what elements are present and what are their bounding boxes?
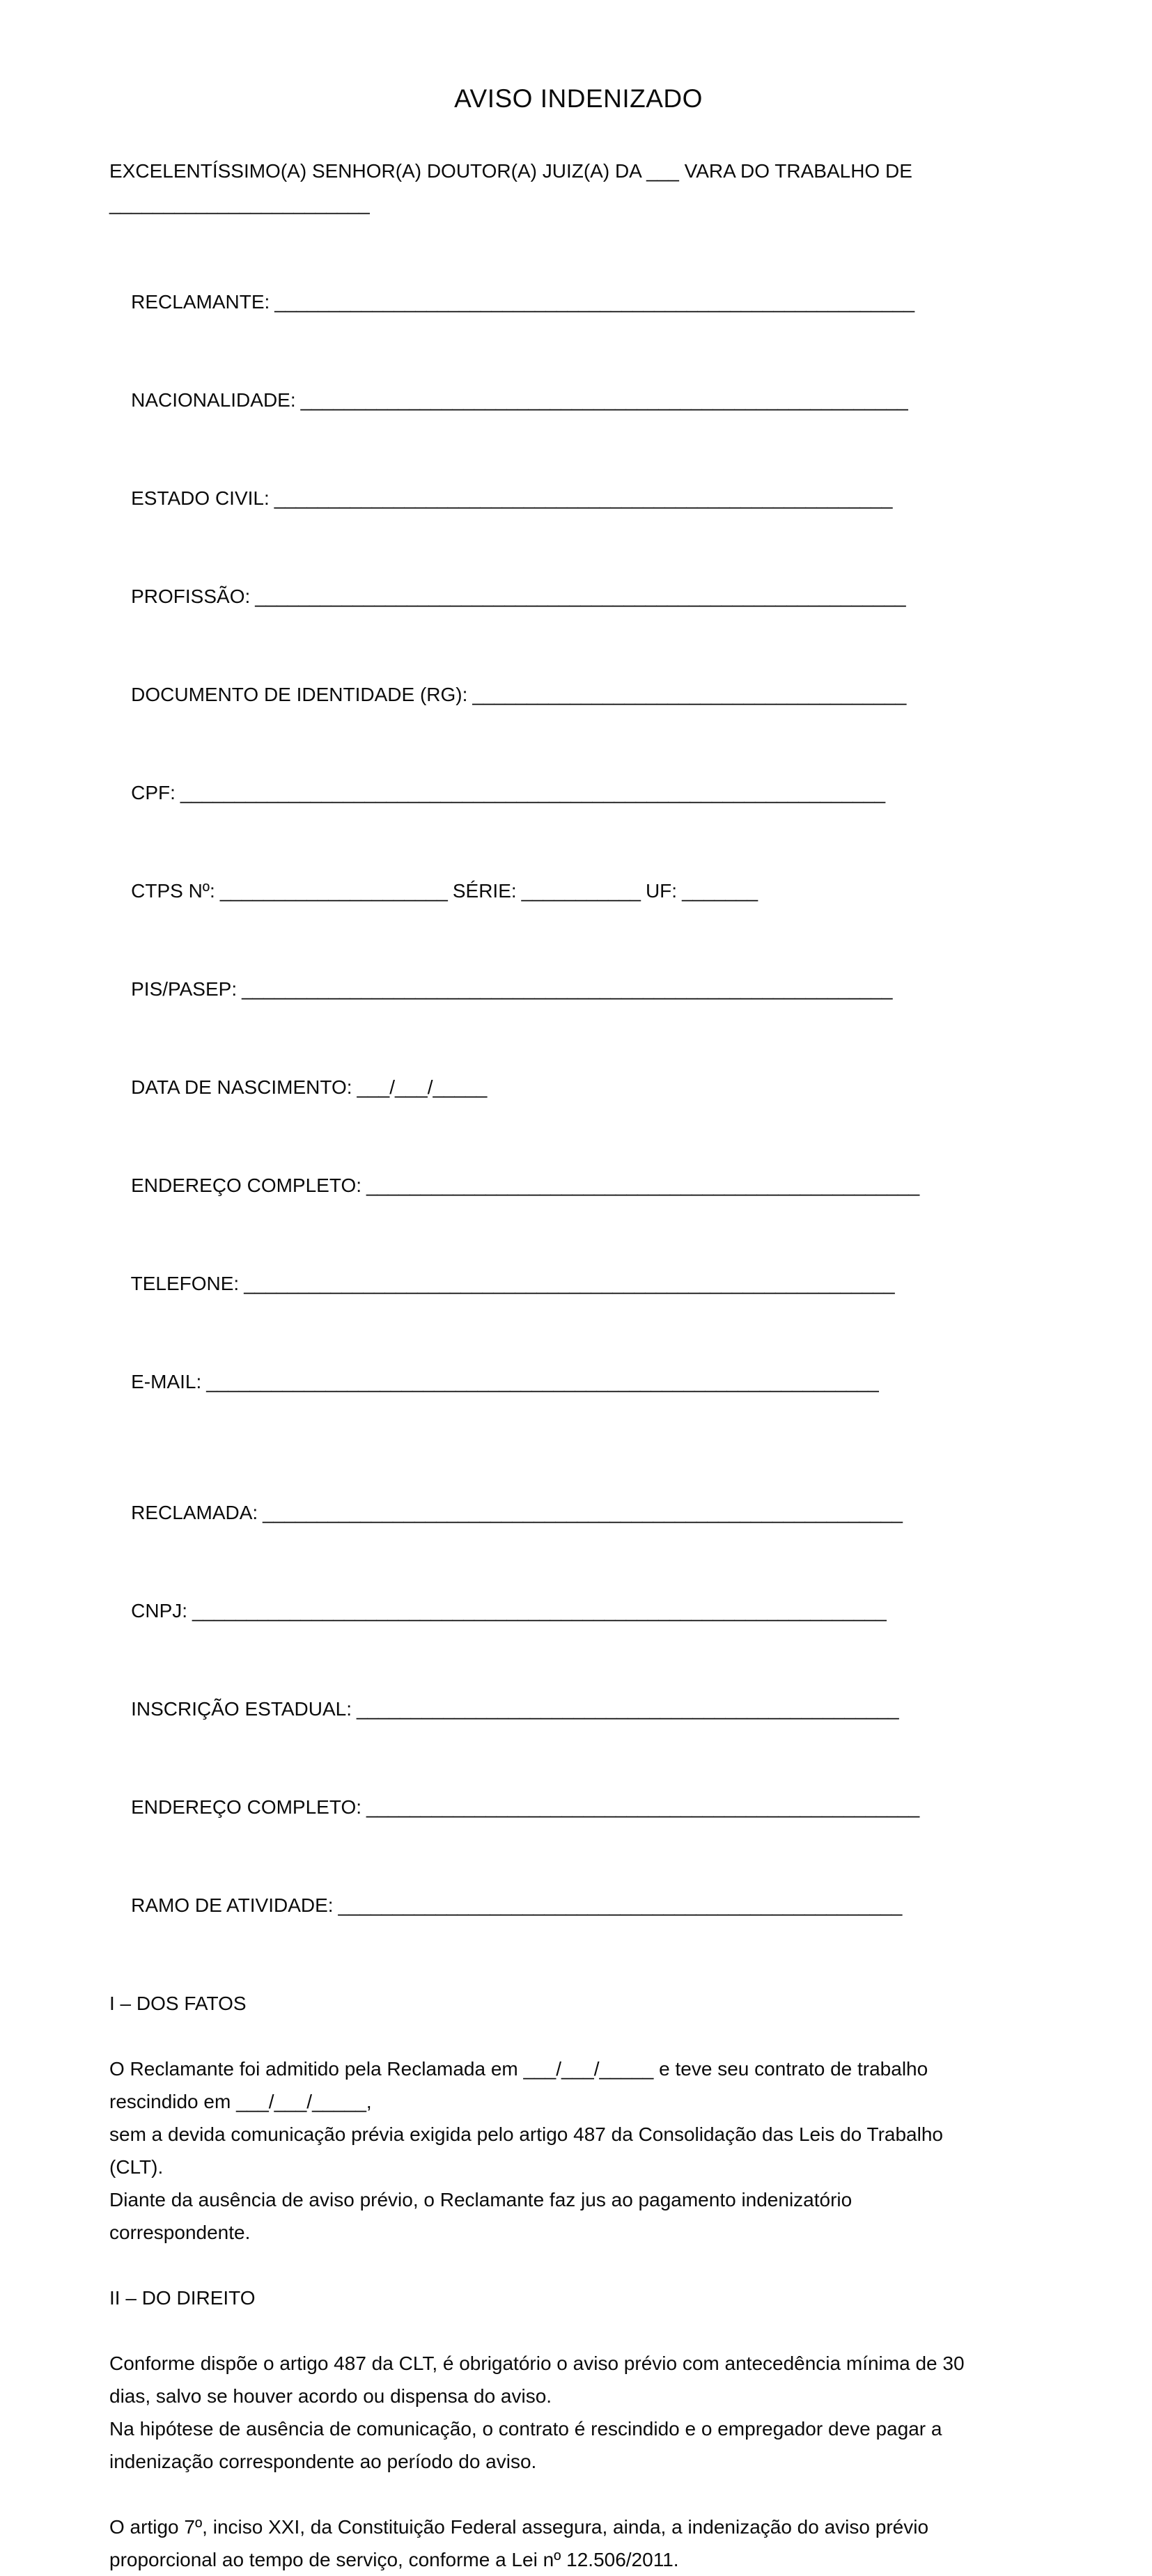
paragraph-line: O artigo 7º, inciso XXI, da Constituição Federal assegura, ainda, a indenização do aviso prévio	[109, 2516, 929, 2538]
field-label: DATA DE NASCIMENTO:	[131, 1076, 352, 1098]
field-label: ENDEREÇO COMPLETO:	[131, 1796, 361, 1818]
field-blank-uf: _______	[682, 880, 758, 902]
field-label: PROFISSÃO:	[131, 586, 251, 607]
field-label: ENDEREÇO COMPLETO:	[131, 1175, 361, 1196]
field-blank: _________________________________________________________________	[180, 782, 886, 803]
field-blank-ctps: _____________________	[219, 880, 448, 902]
paragraph-line: rescindido em ___/___/_____,	[109, 2091, 372, 2112]
paragraph-line: dias, salvo se houver acordo ou dispensa do aviso.	[109, 2385, 552, 2407]
field-blank: ___________________________________________________	[366, 1175, 920, 1196]
field-label: RAMO DE ATIVIDADE:	[131, 1894, 334, 1916]
field-ctps-serie-uf	[109, 842, 1048, 940]
paragraph-line: Conforme dispõe o artigo 487 da CLT, é obrigatório o aviso prévio com antecedência mínima de 30	[109, 2353, 965, 2374]
section-heading-dos-fatos: I – DOS FATOS	[109, 1993, 247, 2014]
field-label: RECLAMANTE:	[131, 291, 270, 313]
field-cpf	[109, 744, 1048, 842]
field-estado-civil	[109, 449, 1048, 547]
spacer	[109, 1954, 1048, 1987]
field-endereco-reclamante	[109, 1136, 1048, 1234]
field-blank: ________________________________________________________________	[192, 1600, 887, 1621]
field-profissao	[109, 547, 1048, 645]
field-label-serie: SÉRIE:	[452, 880, 517, 902]
field-blank: ___________________________________________________	[366, 1796, 920, 1818]
field-rg	[109, 645, 1048, 744]
field-label: PIS/PASEP:	[131, 978, 238, 1000]
paragraph-line: O Reclamante foi admitido pela Reclamada em ___/___/_____ e teve seu contrato de trabalho	[109, 2058, 928, 2080]
spacer	[109, 220, 1048, 253]
field-blank: ____________________________________________________________	[244, 1273, 895, 1294]
paragraph-line: proporcional ao tempo de serviço, conforme a Lei nº 12.506/2011.	[109, 2549, 679, 2570]
spacer	[109, 1431, 1048, 1463]
field-blank: ___________________________________________________________	[274, 291, 915, 313]
field-label: RECLAMADA:	[131, 1502, 258, 1523]
field-telefone	[109, 1234, 1048, 1333]
addressee-blank-line: ________________________	[109, 193, 370, 214]
field-cnpj	[109, 1562, 1048, 1660]
field-label: ESTADO CIVIL:	[131, 487, 270, 509]
paragraph-line: indenização correspondente ao período do aviso.	[109, 2451, 537, 2472]
spacer	[109, 2478, 1048, 2511]
field-blank: ____________________________________________________	[338, 1894, 903, 1916]
field-reclamada	[109, 1463, 1048, 1562]
field-label: INSCRIÇÃO ESTADUAL:	[131, 1698, 352, 1720]
paragraph-line: sem a devida comunicação prévia exigida pelo artigo 487 da Consolidação das Leis do Trabalho	[109, 2123, 943, 2145]
paragraph-line: Diante da ausência de aviso prévio, o Reclamante faz jus ao pagamento indenizatório	[109, 2189, 853, 2210]
field-label: TELEFONE:	[130, 1273, 240, 1294]
field-blank: _________________________________________________________	[274, 487, 893, 509]
field-data-nascimento	[109, 1038, 1048, 1136]
spacer	[109, 2314, 1048, 2347]
spacer	[109, 2249, 1048, 2282]
field-ramo-atividade	[109, 1856, 1048, 1954]
addressee-line: EXCELENTÍSSIMO(A) SENHOR(A) DOUTOR(A) JUIZ(A) DA ___ VARA DO TRABALHO DE	[109, 160, 912, 182]
section-heading-do-direito: II – DO DIREITO	[109, 2287, 256, 2309]
field-blank: __________________________________________________	[357, 1698, 899, 1720]
document-title: AVISO INDENIZADO	[454, 84, 703, 113]
field-label-uf: UF:	[645, 880, 678, 902]
field-blank: ________________________________________	[472, 684, 907, 705]
field-label: CNPJ:	[131, 1600, 188, 1621]
field-blank: ______________________________________________________________	[206, 1371, 879, 1392]
field-label: NACIONALIDADE:	[131, 389, 296, 411]
field-blank-serie: ___________	[521, 880, 641, 902]
field-label-ctps: CTPS Nº:	[131, 880, 215, 902]
field-blank: ____________________________________________________________	[242, 978, 893, 1000]
field-blank: ____________________________________________________________	[255, 586, 906, 607]
field-pis-pasep	[109, 940, 1048, 1038]
field-blank: ___/___/_____	[357, 1076, 488, 1098]
field-inscricao-estadual	[109, 1660, 1048, 1758]
field-email	[109, 1333, 1048, 1431]
field-label: E-MAIL:	[131, 1371, 202, 1392]
field-nacionalidade	[109, 351, 1048, 449]
paragraph-line: (CLT).	[109, 2156, 164, 2178]
paragraph-line: Na hipótese de ausência de comunicação, o contrato é rescindido e o empregador deve pagar a	[109, 2418, 942, 2440]
field-reclamante	[109, 253, 1048, 351]
field-blank: ___________________________________________________________	[263, 1502, 903, 1523]
spacer	[109, 2020, 1048, 2052]
field-endereco-reclamada	[109, 1758, 1048, 1856]
field-blank: ________________________________________________________	[300, 389, 908, 411]
paragraph-line: correspondente.	[109, 2222, 251, 2243]
field-label: CPF:	[131, 782, 176, 803]
field-label: DOCUMENTO DE IDENTIDADE (RG):	[131, 684, 468, 705]
